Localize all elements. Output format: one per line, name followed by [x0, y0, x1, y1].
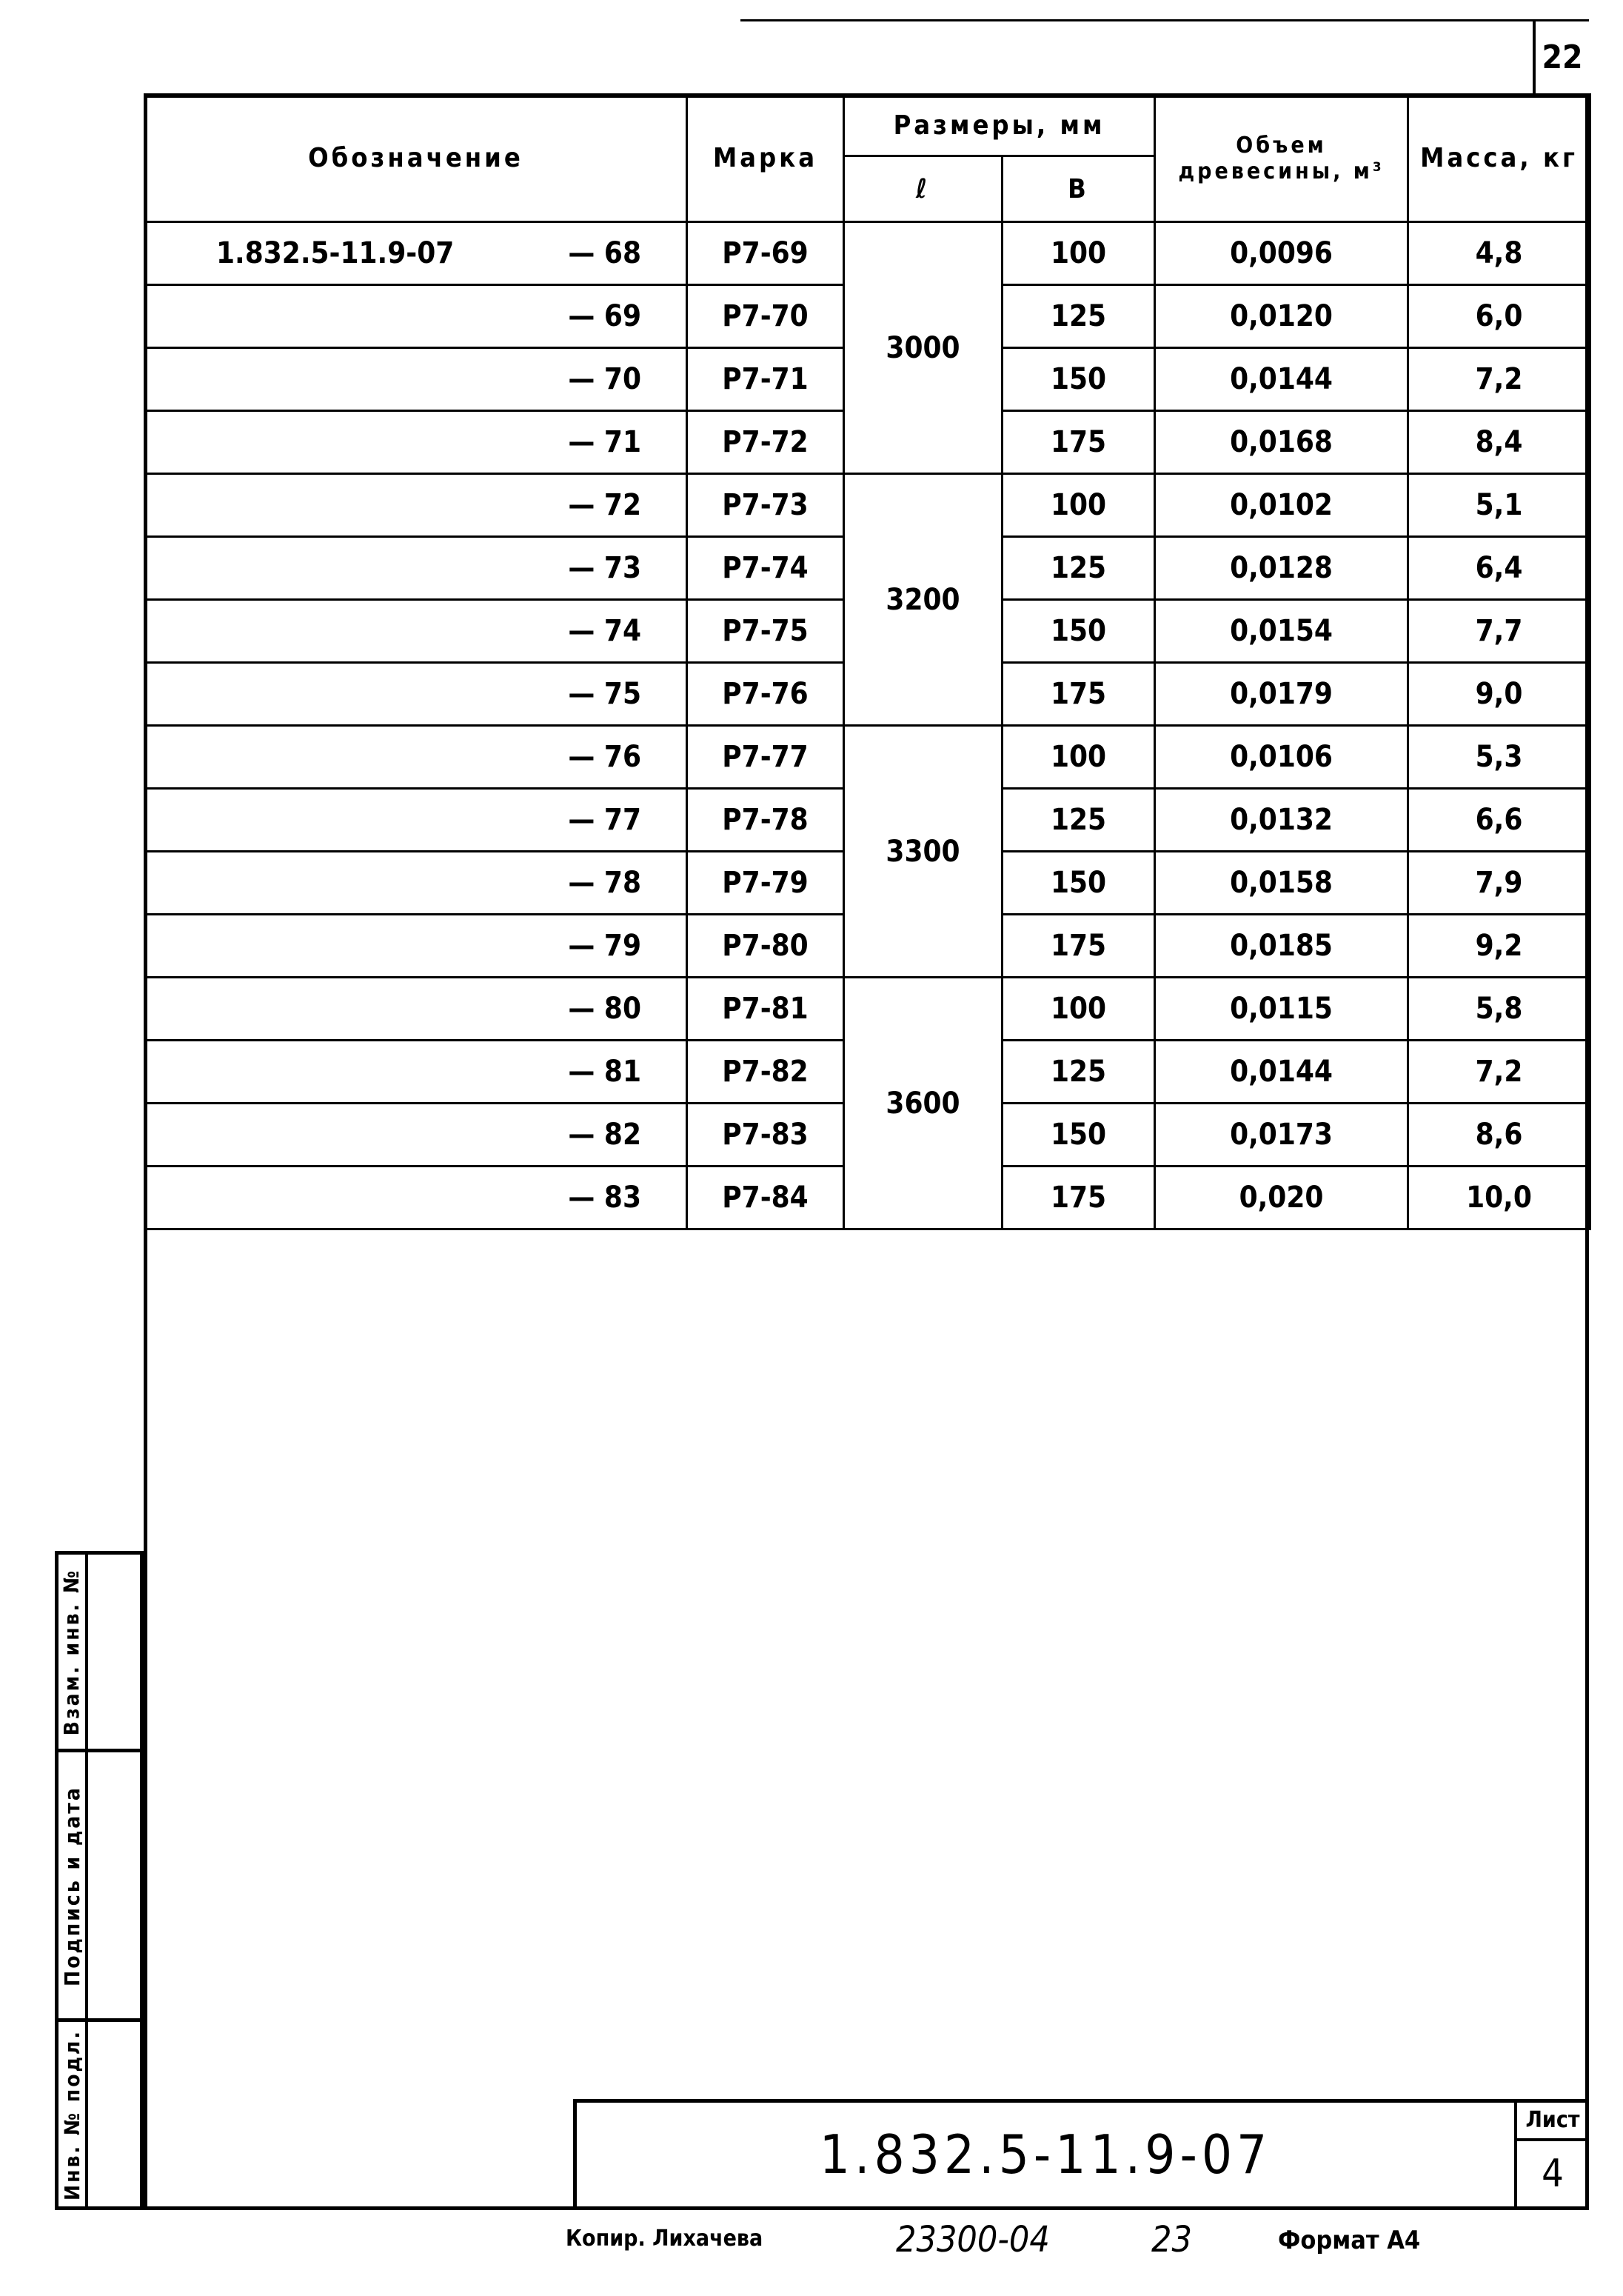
mass-cell: 6,6 [1408, 789, 1590, 852]
designation-suffix: — 74 [568, 614, 641, 648]
designation-cell [145, 915, 687, 978]
mass-cell: 8,4 [1408, 411, 1590, 474]
volume-cell: 0,0128 [1155, 537, 1408, 600]
designation-cell [145, 978, 687, 1041]
width-cell: 150 [1003, 1104, 1155, 1167]
designation-cell [145, 663, 687, 726]
mark-cell: Р7-75 [687, 600, 844, 663]
designation-suffix: — 68 [568, 236, 641, 270]
footer-copied: Копир. Лихачева [566, 2226, 763, 2252]
designation-cell [145, 411, 687, 474]
inv-no-label: Инв. № подл. [59, 2029, 84, 2200]
designation-suffix: — 73 [568, 551, 641, 585]
width-cell: 100 [1003, 222, 1155, 285]
mark-cell: Р7-73 [687, 474, 844, 537]
volume-cell: 0,0096 [1155, 222, 1408, 285]
replaced-inv-label: Взам. инв. № [59, 1568, 84, 1735]
width-cell: 100 [1003, 978, 1155, 1041]
inv-no-cell [58, 2022, 88, 2207]
designation-cell [145, 1104, 687, 1167]
width-cell: 175 [1003, 411, 1155, 474]
mass-cell: 6,4 [1408, 537, 1590, 600]
designation-cell [145, 222, 687, 285]
designation-cell [145, 789, 687, 852]
mass-cell: 10,0 [1408, 1167, 1590, 1229]
length-cell: 3300 [844, 726, 1003, 978]
volume-cell: 0,0106 [1155, 726, 1408, 789]
width-cell: 100 [1003, 474, 1155, 537]
width-cell: 175 [1003, 915, 1155, 978]
mark-cell: Р7-79 [687, 852, 844, 915]
designation-cell [145, 852, 687, 915]
length-cell: 3200 [844, 474, 1003, 726]
length-cell: 3000 [844, 222, 1003, 474]
table-row [145, 474, 1590, 537]
replaced-inv-cell [58, 1555, 88, 1749]
mark-cell: Р7-83 [687, 1104, 844, 1167]
mass-cell: 9,2 [1408, 915, 1590, 978]
designation-cell [145, 600, 687, 663]
designation-suffix: — 81 [568, 1055, 641, 1089]
designation-code: 1.832.5-11.9-07 [216, 236, 455, 270]
width-cell: 100 [1003, 726, 1155, 789]
designation-suffix: — 83 [568, 1181, 641, 1215]
designation-suffix: — 69 [568, 299, 641, 333]
mark-cell: Р7-84 [687, 1167, 844, 1229]
width-cell: 125 [1003, 789, 1155, 852]
designation-cell [145, 1041, 687, 1104]
volume-cell: 0,0120 [1155, 285, 1408, 348]
sheet-number: 22 [1533, 21, 1589, 93]
volume-cell: 0,0179 [1155, 663, 1408, 726]
sheet-value: 4 [1542, 2152, 1564, 2196]
designation-suffix: — 70 [568, 362, 641, 396]
mass-cell: 8,6 [1408, 1104, 1590, 1167]
mass-cell: 6,0 [1408, 285, 1590, 348]
designation-cell [145, 285, 687, 348]
width-cell: 150 [1003, 600, 1155, 663]
mark-cell: Р7-72 [687, 411, 844, 474]
mark-cell: Р7-71 [687, 348, 844, 411]
designation-cell [145, 537, 687, 600]
header-mark: Марка [687, 95, 844, 222]
designation-suffix: — 80 [568, 992, 641, 1026]
volume-cell: 0,0158 [1155, 852, 1408, 915]
mark-cell: Р7-70 [687, 285, 844, 348]
table-row [145, 726, 1590, 789]
mark-cell: Р7-80 [687, 915, 844, 978]
header-volume: Объем древесины, м³ [1155, 95, 1408, 222]
designation-suffix: — 71 [568, 425, 641, 459]
designation-cell [145, 726, 687, 789]
mark-cell: Р7-76 [687, 663, 844, 726]
designation-suffix: — 82 [568, 1118, 641, 1152]
footer-order: 23300-04 [896, 2219, 1050, 2260]
width-cell: 125 [1003, 1041, 1155, 1104]
designation-cell [145, 348, 687, 411]
designation-suffix: — 72 [568, 488, 641, 522]
designation-suffix: — 78 [568, 866, 641, 900]
volume-cell: 0,0168 [1155, 411, 1408, 474]
mark-cell: Р7-82 [687, 1041, 844, 1104]
volume-cell: 0,0144 [1155, 348, 1408, 411]
sheet-box [1514, 2103, 1588, 2206]
mark-cell: Р7-81 [687, 978, 844, 1041]
designation-suffix: — 76 [568, 740, 641, 774]
header-mass: Масса, кг [1408, 95, 1590, 222]
table-row [145, 222, 1590, 285]
document-code: 1.832.5-11.9-07 [819, 2123, 1272, 2186]
signature-date-cell [58, 1752, 88, 2019]
mass-cell: 7,2 [1408, 348, 1590, 411]
mass-cell: 7,9 [1408, 852, 1590, 915]
designation-suffix: — 75 [568, 677, 641, 711]
width-cell: 175 [1003, 663, 1155, 726]
volume-cell: 0,0115 [1155, 978, 1408, 1041]
header-length: ℓ [844, 156, 1003, 222]
mass-cell: 5,1 [1408, 474, 1590, 537]
width-cell: 125 [1003, 285, 1155, 348]
signature-date-label: Подпись и дата [59, 1785, 84, 1986]
header-dimensions: Размеры, мм [844, 95, 1155, 156]
width-cell: 150 [1003, 348, 1155, 411]
header-width: В [1003, 156, 1155, 222]
sheet-label: Лист [1517, 2103, 1588, 2141]
header-designation: Обозначение [145, 95, 687, 222]
volume-cell: 0,0185 [1155, 915, 1408, 978]
title-block [573, 2099, 1589, 2210]
mark-cell: Р7-74 [687, 537, 844, 600]
volume-cell: 0,0144 [1155, 1041, 1408, 1104]
volume-cell: 0,0102 [1155, 474, 1408, 537]
volume-cell: 0,0132 [1155, 789, 1408, 852]
table-row [145, 978, 1590, 1041]
specification-table [144, 93, 1591, 1230]
volume-cell: 0,0154 [1155, 600, 1408, 663]
length-cell: 3600 [844, 978, 1003, 1229]
width-cell: 150 [1003, 852, 1155, 915]
width-cell: 125 [1003, 537, 1155, 600]
mass-cell: 5,8 [1408, 978, 1590, 1041]
mark-cell: Р7-78 [687, 789, 844, 852]
mass-cell: 5,3 [1408, 726, 1590, 789]
designation-cell [145, 1167, 687, 1229]
designation-suffix: — 79 [568, 929, 641, 963]
designation-suffix: — 77 [568, 803, 641, 837]
approval-sidebar [55, 1551, 144, 2210]
mass-cell: 9,0 [1408, 663, 1590, 726]
footer-format: Формат А4 [1278, 2226, 1421, 2255]
volume-cell: 0,020 [1155, 1167, 1408, 1229]
mark-cell: Р7-69 [687, 222, 844, 285]
mark-cell: Р7-77 [687, 726, 844, 789]
mass-cell: 4,8 [1408, 222, 1590, 285]
volume-cell: 0,0173 [1155, 1104, 1408, 1167]
designation-cell [145, 474, 687, 537]
mass-cell: 7,7 [1408, 600, 1590, 663]
footer-page: 23 [1151, 2219, 1192, 2260]
mass-cell: 7,2 [1408, 1041, 1590, 1104]
width-cell: 175 [1003, 1167, 1155, 1229]
top-border-line [740, 19, 1589, 21]
